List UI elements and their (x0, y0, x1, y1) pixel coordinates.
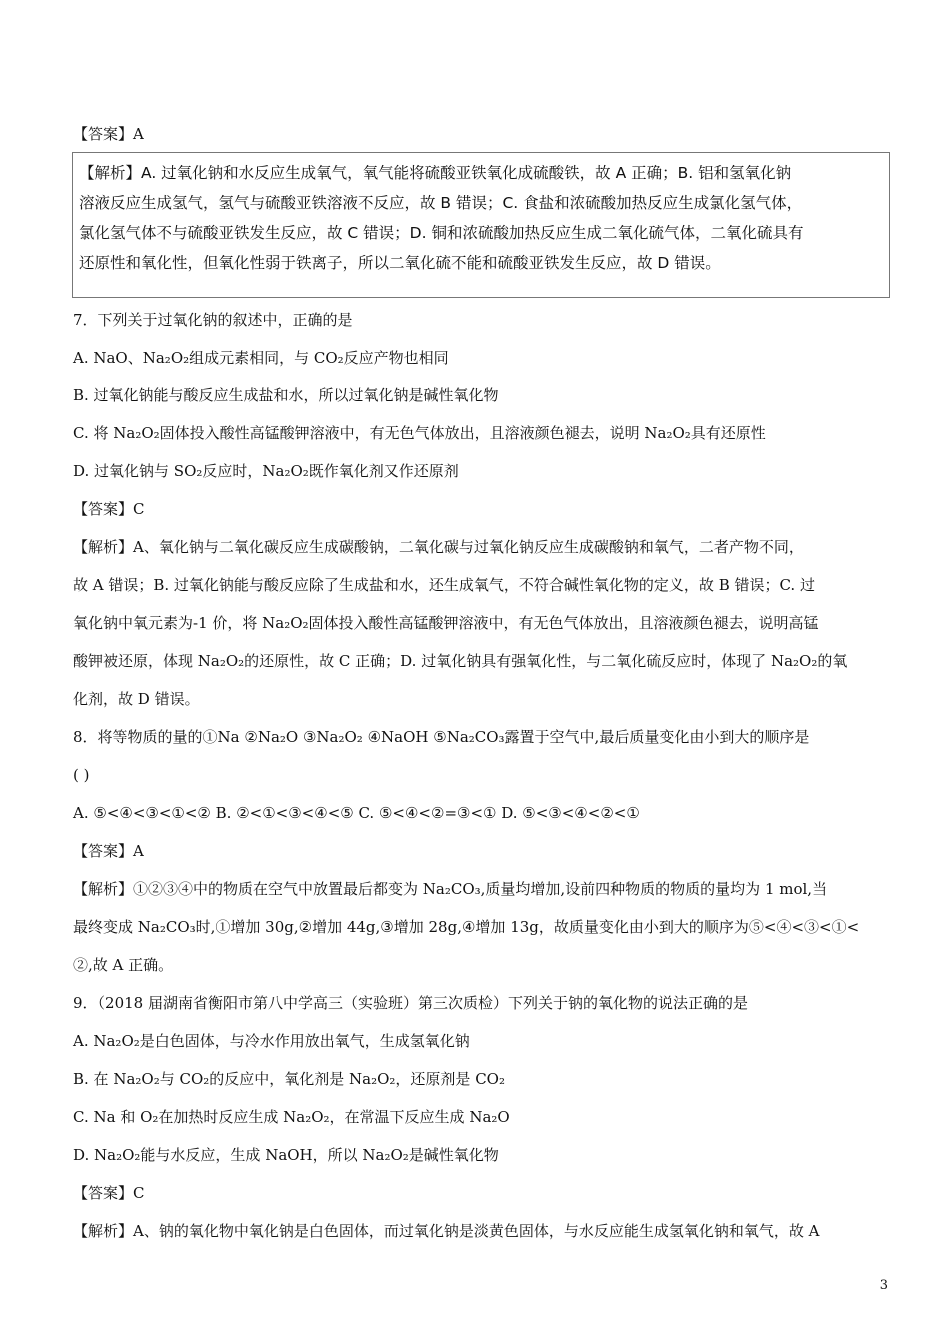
box-line: 氯化氢气体不与硫酸亚铁发生反应，故 C 错误；D. 铜和浓硫酸加热反应生成二氧化硫气体，二氧化硫具有 (79, 224, 804, 242)
option-9b: B. 在 Na₂O₂与 CO₂的反应中，氧化剂是 Na₂O₂，还原剂是 CO₂ (73, 1070, 505, 1088)
options-8: A. ⑤<④<③<①<② B. ②<①<③<④<⑤ C. ⑤<④<②=③<① D. ⑤<③<④<②<① (73, 804, 640, 822)
answer-8: 【答案】A (73, 842, 144, 860)
explanation-7-line: 故 A 错误；B. 过氧化钠能与酸反应除了生成盐和水，还生成氧气，不符合碱性氧化物的定义，故 B 错误；C. 过 (73, 576, 815, 594)
explanation-box (72, 152, 890, 298)
explanation-7-line: 【解析】A、氧化钠与二氧化碳反应生成碳酸钠，二氧化碳与过氧化钠反应生成碳酸钠和氧气，二者产物不同， (73, 538, 804, 556)
explanation-7-line: 氧化钠中氧元素为-1 价，将 Na₂O₂固体投入酸性高锰酸钾溶液中，有无色气体放出，且溶液颜色褪去，说明高锰 (73, 614, 819, 632)
question-8: 8．将等物质的量的①Na ②Na₂O ③Na₂O₂ ④NaOH ⑤Na₂CO₃露置于空气中,最后质量变化由小到大的顺序是 (73, 728, 810, 746)
option-7b: B. 过氧化钠能与酸反应生成盐和水，所以过氧化钠是碱性氧化物 (73, 386, 499, 404)
explanation-8-line: ②,故 A 正确。 (73, 956, 174, 974)
option-7c: C. 将 Na₂O₂固体投入酸性高锰酸钾溶液中，有无色气体放出，且溶液颜色褪去，说明 Na₂O₂具有还原性 (73, 424, 766, 442)
question-9: 9．（2018 届湖南省衡阳市第八中学高三（实验班）第三次质检）下列关于钠的氧化物的说法正确的是 (73, 994, 748, 1012)
page-number: 3 (879, 1278, 888, 1293)
box-line: 【解析】A. 过氧化钠和水反应生成氧气，氧气能将硫酸亚铁氧化成硫酸铁，故 A 正确；B. 铝和氢氧化钠 (79, 164, 792, 182)
option-9c: C. Na 和 O₂在加热时反应生成 Na₂O₂，在常温下反应生成 Na₂O (73, 1108, 510, 1126)
answer-7: 【答案】C (73, 500, 145, 518)
answer-9: 【答案】C (73, 1184, 145, 1202)
option-9d: D. Na₂O₂能与水反应，生成 NaOH，所以 Na₂O₂是碱性氧化物 (73, 1146, 499, 1164)
explanation-8-line: 最终变成 Na₂CO₃时,①增加 30g,②增加 44g,③增加 28g,④增加 13g，故质量变化由小到大的顺序为⑤<④<③<①< (73, 918, 860, 936)
answer-6: 【答案】A (73, 125, 144, 143)
box-line: 还原性和氧化性，但氧化性弱于铁离子，所以二氧化硫不能和硫酸亚铁发生反应，故 D 错误。 (79, 254, 721, 272)
option-7a: A. NaO、Na₂O₂组成元素相同，与 CO₂反应产物也相同 (73, 349, 449, 367)
option-9a: A. Na₂O₂是白色固体，与冷水作用放出氧气，生成氢氧化钠 (73, 1032, 470, 1050)
explanation-9-line: 【解析】A、钠的氧化物中氧化钠是白色固体，而过氧化钠是淡黄色固体，与水反应能生成氢氧化钠和氧气，故 A (73, 1222, 820, 1240)
explanation-7-line: 化剂，故 D 错误。 (73, 690, 200, 708)
box-line: 溶液反应生成氢气，氢气与硫酸亚铁溶液不反应，故 B 错误；C. 食盐和浓硫酸加热反应生成氯化氢气体， (79, 194, 803, 212)
explanation-8-line: 【解析】①②③④中的物质在空气中放置最后都变为 Na₂CO₃,质量均增加,设前四种物质的物质的量均为 1 mol,当 (73, 880, 828, 898)
explanation-7-line: 酸钾被还原，体现 Na₂O₂的还原性，故 C 正确；D. 过氧化钠具有强氧化性，与二氧化硫反应时，体现了 Na₂O₂的氧 (73, 652, 848, 670)
option-7d: D. 过氧化钠与 SO₂反应时，Na₂O₂既作氧化剂又作还原剂 (73, 462, 459, 480)
question-8-blank: ( ) (73, 766, 90, 784)
question-7: 7．下列关于过氧化钠的叙述中，正确的是 (73, 311, 353, 329)
